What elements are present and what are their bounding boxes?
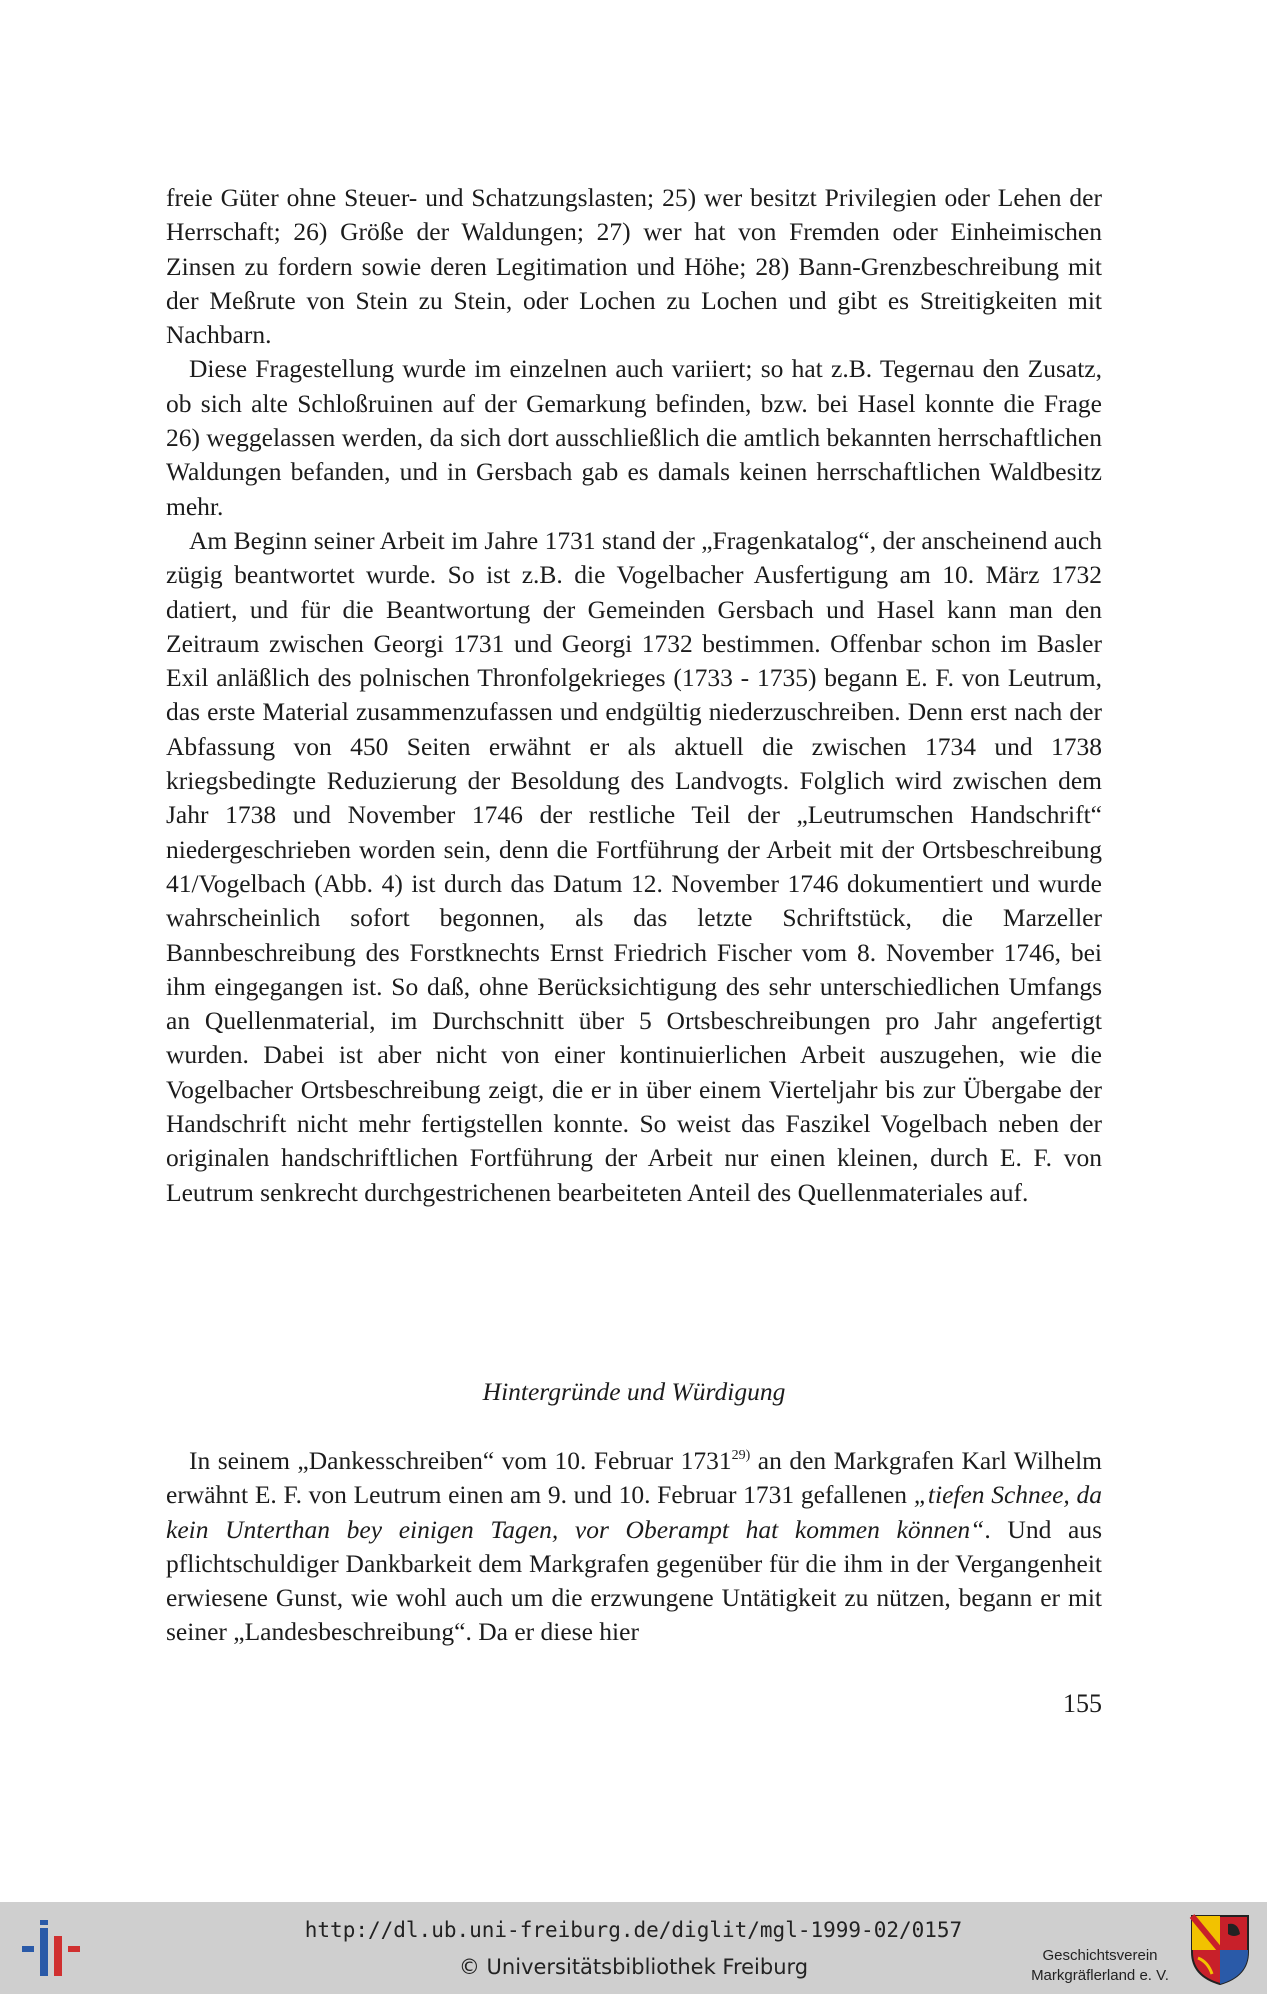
paragraph-3: Am Beginn seiner Arbeit im Jahre 1731 stand der „Fragenkatalog“, der anscheinend auch zügig beantwortet wurde. So ist z.B. die Vogelbacher Ausfertigung am 10. März 1732 datiert, und für die Beantwortung der Gemeinden Gersbach und Hasel kann man den Zeitraum zwischen Georgi 1731 und Georgi 1732 bestimmen. Offenbar schon im Basler Exil anläßlich des polnischen Thronfolgekrieges (1733 - 1735) begann E. F. von Leutrum, das erste Material zusammenzufassen und endgültig niederzuschreiben. Denn erst nach der Abfassung von 450 Seiten erwähnt er als aktuell die zwischen 1734 und 1738 kriegsbedingte Reduzierung der Besoldung des Landvogts. Folglich wird zwischen dem Jahr 1738 und November 1746 der restliche Teil der „Leutrumschen Handschrift“ niedergeschrieben worden sein, denn die Fortführung der Arbeit mit der Ortsbeschreibung 41/Vogelbach (Abb. 4) ist durch das Datum 12. November 1746 dokumentiert und wurde wahrscheinlich sofort begonnen, als das letzte Schriftstück, die Marzeller Bannbeschreibung des Forstknechts Ernst Friedrich Fischer vom 8. November 1746, bei ihm eingegangen ist. So daß, ohne Berücksichtigung des sehr unterschiedlichen Umfangs an Quellenmaterial, im Durchschnitt über 5 Ortsbeschreibungen pro Jahr angefertigt wurden. Dabei ist aber nicht von einer kontinuierlichen Arbeit auszugehen, wie die Vogelbacher Ortsbeschreibung zeigt, die er in über einem Vierteljahr bis zur Übergabe der Handschrift nicht mehr fertigstellen konnte. So weist das Faszikel Vogelbach neben der originalen handschriftlichen Fortführung der Arbeit nur einen kleinen, durch E. F. von Leutrum senkrecht durchgestrichenen bearbeiteten Anteil des Quellenmateriales auf. <box>166 525 1102 1207</box>
p4-part-a: In seinem „Dankesschreiben“ vom 10. Februar 1731 <box>189 1446 732 1475</box>
society-line-1: Geschichtsverein <box>1042 1947 1158 1964</box>
permalink-url[interactable]: http://dl.ub.uni-freiburg.de/diglit/mgl-1999-02/0157 <box>304 1918 963 1942</box>
section-text <box>166 1444 1102 1650</box>
section-heading: Hintergründe und Würdigung <box>482 1377 786 1406</box>
coat-of-arms-icon <box>1188 1912 1252 1986</box>
main-text <box>166 181 1102 1210</box>
society-name <box>1020 1946 1180 1986</box>
footer-bar <box>0 1902 1267 1994</box>
paragraph-4 <box>166 1444 1102 1650</box>
p4-part-b: an den Markgrafen Karl Wilhelm erwähnt E. F. von Leutrum einen am 9. und 10. Februar 1731 gefallenen <box>166 1446 1102 1510</box>
copyright-text: © Universitätsbibliothek Freiburg <box>458 1955 809 1979</box>
footnote-ref[interactable]: 29) <box>731 1448 751 1463</box>
society-line-2: Markgräflerland e. V. <box>1031 1967 1169 1984</box>
page-number: 155 <box>1063 1689 1102 1718</box>
paragraph-2: Diese Fragestellung wurde im einzelnen auch variiert; so hat z.B. Tegernau den Zusatz, ob sich alte Schloßruinen auf der Gemarkung befinden, bzw. bei Hasel konnte die Frage 26) weggelassen werden, da sich dort ausschließlich die amtlich bekannten herrschaftlichen Waldungen befanden, und in Gersbach gab es damals keinen herrschaftlichen Waldbesitz mehr. <box>166 354 1102 521</box>
paragraph-1: freie Güter ohne Steuer- und Schatzungslasten; 25) wer besitzt Privilegien oder Lehen der Herrschaft; 26) Größe der Waldungen; 27) wer hat von Fremden oder Einheimischen Zinsen zu fordern sowie deren Legitimation und Höhe; 28) Bann-Grenzbeschreibung mit der Meßrute von Stein zu Stein, oder Lochen zu Lochen und gibt es Streitigkeiten mit Nachbarn. <box>166 183 1102 350</box>
p4-part-c: . Und aus pflichtschuldiger Dankbarkeit dem Markgrafen gegenüber für die ihm in der Vergangenheit erwiesene Gunst, wie wohl auch um die erzwungene Untätigkeit zu nützen, begann er mit seiner „Landesbeschreibung“. Da er diese hier <box>166 1514 1102 1647</box>
p4-quote: „tiefen Schnee, da kein Unterthan bey einigen Tagen, vor Oberampt hat kommen können“ <box>166 1480 1102 1544</box>
